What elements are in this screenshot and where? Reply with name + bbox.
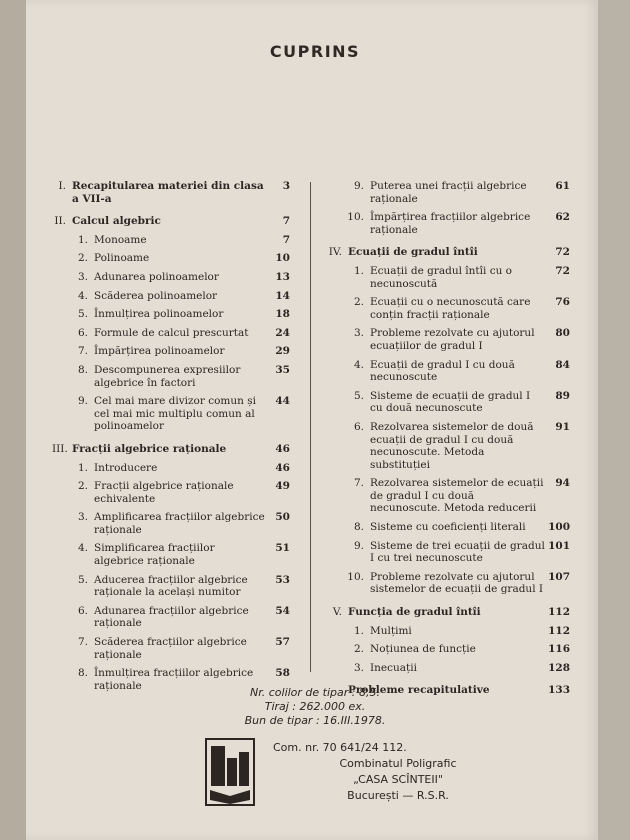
toc-section-entry — [328, 477, 570, 515]
toc-section-entry — [52, 511, 290, 536]
entry-title: Sisteme de ecuații de gradul I cu două necunoscute — [370, 389, 531, 415]
entry-page: 72 — [555, 264, 570, 277]
toc-section-entry — [328, 571, 570, 596]
entry-title: Probleme recapitulative — [348, 684, 490, 697]
entry-number: IV. — [328, 246, 342, 259]
entry-title: Mulțimi — [370, 624, 412, 637]
entry-title: Rezolvarea sistemelor de ecuații de gradul I cu două necunoscute. Metoda reducerii — [370, 477, 544, 515]
entry-page: 62 — [555, 211, 570, 224]
toc-section-entry — [328, 327, 570, 352]
entry-number: 9. — [77, 395, 88, 408]
entry-title: Calcul algebric — [72, 215, 161, 228]
entry-number: 5. — [77, 573, 88, 586]
entry-page: 50 — [275, 511, 290, 524]
entry-title: Introducere — [94, 461, 158, 474]
entry-title: Monoame — [94, 233, 147, 246]
entry-page: 49 — [275, 480, 290, 493]
entry-title: Ecuații cu o necunoscută care conțin fracții raționale — [370, 296, 531, 321]
entry-page: 58 — [275, 667, 290, 680]
entry-title: Recapitularea materiei din clasa a VII-a — [72, 180, 264, 205]
entry-title: Ecuații de gradul întîi cu o necunoscută — [370, 264, 512, 290]
toc-chapter-entry — [328, 246, 570, 259]
entry-number: 2. — [77, 252, 88, 265]
toc-section-entry — [52, 480, 290, 505]
entry-page: 29 — [275, 345, 290, 358]
entry-number: 5. — [77, 308, 88, 321]
entry-page: 112 — [548, 624, 570, 637]
entry-title: Polinoame — [94, 252, 150, 265]
toc-section-entry — [328, 521, 570, 534]
toc-chapter-entry — [52, 180, 290, 205]
entry-title: Descompunerea expresiilor algebrice în factori — [94, 363, 241, 389]
entry-page: 116 — [548, 643, 570, 656]
entry-page: 57 — [275, 636, 290, 649]
entry-title: Împărțirea polinoamelor — [94, 345, 225, 358]
toc-section-entry — [52, 542, 290, 567]
entry-title: Noțiunea de funcție — [370, 643, 476, 656]
entry-page: 112 — [548, 606, 570, 619]
entry-number: 3. — [353, 327, 364, 340]
entry-title: Inecuații — [370, 661, 417, 674]
entry-number: 3. — [77, 270, 88, 283]
colophon-print-run: Tiraj : 262.000 ex. — [264, 700, 366, 713]
entry-page: 76 — [555, 296, 570, 309]
toc-section-entry — [52, 252, 290, 265]
entry-title: Sisteme cu coeficienți literali — [370, 521, 526, 534]
entry-page: 61 — [555, 180, 570, 192]
entry-page: 100 — [548, 521, 570, 534]
toc-section-entry — [328, 421, 570, 471]
entry-number: 3. — [77, 511, 88, 524]
entry-title: Rezolvarea sistemelor de două ecuații de gradul I cu două necunoscute. Metoda substituției — [370, 420, 534, 471]
entry-number: 5. — [353, 389, 364, 402]
toc-section-entry — [328, 180, 570, 205]
entry-number: 9. — [353, 180, 364, 192]
page-title: CUPRINS — [269, 42, 361, 61]
toc-section-entry — [328, 662, 570, 675]
toc-chapter-entry — [328, 606, 570, 619]
entry-title: Ecuații de gradul întîi — [348, 246, 478, 259]
entry-number: 6. — [77, 326, 88, 339]
entry-number: 10. — [347, 570, 364, 583]
entry-number: 4. — [77, 289, 88, 302]
entry-number: 6. — [353, 420, 364, 433]
entry-page: 46 — [275, 442, 290, 455]
toc-left-column — [52, 180, 290, 692]
toc-section-entry — [52, 345, 290, 358]
toc-section-entry — [52, 605, 290, 630]
entry-title: Puterea unei fracții algebrice raționale — [370, 180, 527, 205]
entry-page: 18 — [275, 308, 290, 321]
entry-page: 128 — [548, 661, 570, 674]
entry-number: 1. — [77, 233, 88, 246]
entry-page: 91 — [555, 420, 570, 433]
entry-number: 7. — [77, 636, 88, 649]
entry-page: 24 — [275, 326, 290, 339]
entry-number: 8. — [77, 667, 88, 680]
toc-section-entry — [52, 271, 290, 284]
entry-number: 7. — [353, 477, 364, 490]
entry-page: 80 — [555, 327, 570, 340]
toc-section-entry — [328, 359, 570, 384]
toc-section-entry — [328, 390, 570, 415]
entry-title: Funcția de gradul întîi — [348, 606, 481, 619]
entry-page: 13 — [275, 270, 290, 283]
entry-title: Aducerea fracțiilor algebrice raționale la același numitor — [94, 573, 248, 599]
entry-title: Probleme rezolvate cu ajutorul ecuațiilor de gradul I — [370, 327, 535, 352]
entry-page: 84 — [555, 358, 570, 371]
entry-title: Înmulțirea polinoamelor — [94, 308, 224, 321]
entry-page: 107 — [548, 570, 570, 583]
entry-page: 51 — [275, 542, 290, 555]
toc-section-entry — [328, 265, 570, 290]
toc-chapter-entry — [52, 215, 290, 228]
colophon-print-approval: Bun de tipar : 16.III.1978. — [244, 714, 386, 727]
entry-title: Împărțirea fracțiilor algebrice raționale — [370, 211, 531, 236]
toc-section-entry — [52, 327, 290, 340]
entry-title: Adunarea fracțiilor algebrice raționale — [94, 604, 249, 630]
printer-house: „CASA SCÎNTEII" — [353, 773, 443, 786]
entry-title: Scăderea polinoamelor — [94, 289, 218, 302]
toc-section-entry — [52, 234, 290, 247]
entry-number: 8. — [77, 363, 88, 376]
toc-section-entry — [328, 643, 570, 656]
entry-number: 2. — [77, 480, 88, 493]
toc-section-entry — [52, 290, 290, 303]
entry-page: 94 — [555, 477, 570, 490]
printer-logo-icon — [205, 738, 255, 806]
column-divider — [310, 182, 311, 672]
toc-section-entry — [328, 540, 570, 565]
entry-title: Cel mai mare divizor comun și cel mai mic multiplu comun al polinoamelor — [94, 395, 256, 433]
toc-section-entry — [52, 462, 290, 475]
entry-number: 2. — [353, 296, 364, 309]
entry-page: 10 — [275, 252, 290, 265]
entry-page: 7 — [282, 215, 290, 228]
printer-order-number: Com. nr. 70 641/24 112. — [273, 741, 407, 754]
entry-title: Adunarea polinoamelor — [94, 270, 219, 283]
entry-number: 4. — [353, 358, 364, 371]
entry-number: 10. — [347, 211, 364, 224]
entry-number: 1. — [77, 461, 88, 474]
entry-number: V. — [332, 606, 342, 619]
entry-page: 101 — [548, 539, 570, 552]
entry-page: 7 — [282, 233, 290, 246]
entry-page: 72 — [555, 246, 570, 259]
printer-block — [205, 738, 525, 818]
toc-section-entry — [328, 625, 570, 638]
entry-title: Fracții algebrice raționale — [72, 442, 227, 455]
printer-name: Combinatul Poligrafic — [339, 757, 457, 770]
toc-section-entry — [52, 308, 290, 321]
entry-number: 7. — [77, 345, 88, 358]
entry-number: II. — [54, 215, 66, 228]
colophon — [0, 686, 630, 728]
entry-title: Fracții algebrice raționale echivalente — [94, 480, 234, 505]
entry-title: Scăderea fracțiilor algebrice raționale — [94, 636, 247, 661]
toc-section-entry — [52, 364, 290, 389]
entry-number: III. — [52, 442, 68, 455]
toc-section-entry — [52, 395, 290, 433]
entry-page: 3 — [282, 180, 290, 192]
entry-page: 53 — [275, 573, 290, 586]
entry-page: 133 — [548, 684, 570, 697]
toc-section-entry — [328, 211, 570, 236]
entry-title: Probleme rezolvate cu ajutorul sistemelor de ecuații de gradul I — [370, 570, 544, 596]
entry-number: 3. — [353, 661, 364, 674]
entry-number: 1. — [353, 264, 364, 277]
toc-right-column — [328, 180, 570, 697]
toc-section-entry — [52, 574, 290, 599]
toc-section-entry — [328, 296, 570, 321]
entry-number: I. — [58, 180, 66, 192]
entry-number: 2. — [353, 643, 364, 656]
entry-page: 54 — [275, 604, 290, 617]
toc-section-entry — [52, 636, 290, 661]
toc-chapter-entry — [52, 443, 290, 456]
entry-number: 9. — [353, 539, 364, 552]
entry-title: Sisteme de trei ecuații de gradul I cu trei necunoscute — [370, 539, 545, 565]
entry-number: 8. — [353, 521, 364, 534]
entry-number: 6. — [77, 604, 88, 617]
entry-number: 1. — [353, 624, 364, 637]
entry-page: 14 — [275, 289, 290, 302]
colophon-sheets: Nr. colilor de tipar : 8,5. — [250, 686, 380, 699]
printer-location: București — R.S.R. — [347, 789, 449, 802]
entry-number: 4. — [77, 542, 88, 555]
entry-page: 46 — [275, 461, 290, 474]
entry-page: 44 — [275, 395, 290, 408]
entry-page: 35 — [275, 363, 290, 376]
entry-title: Înmulțirea fracțiilor algebrice raționale — [94, 667, 254, 692]
entry-page: 89 — [555, 389, 570, 402]
entry-title: Amplificarea fracțiilor algebrice raționale — [94, 511, 265, 536]
entry-title: Ecuații de gradul I cu două necunoscute — [370, 358, 515, 384]
entry-title: Simplificarea fracțiilor algebrice raționale — [94, 542, 215, 568]
entry-title: Formule de calcul prescurtat — [94, 326, 249, 339]
